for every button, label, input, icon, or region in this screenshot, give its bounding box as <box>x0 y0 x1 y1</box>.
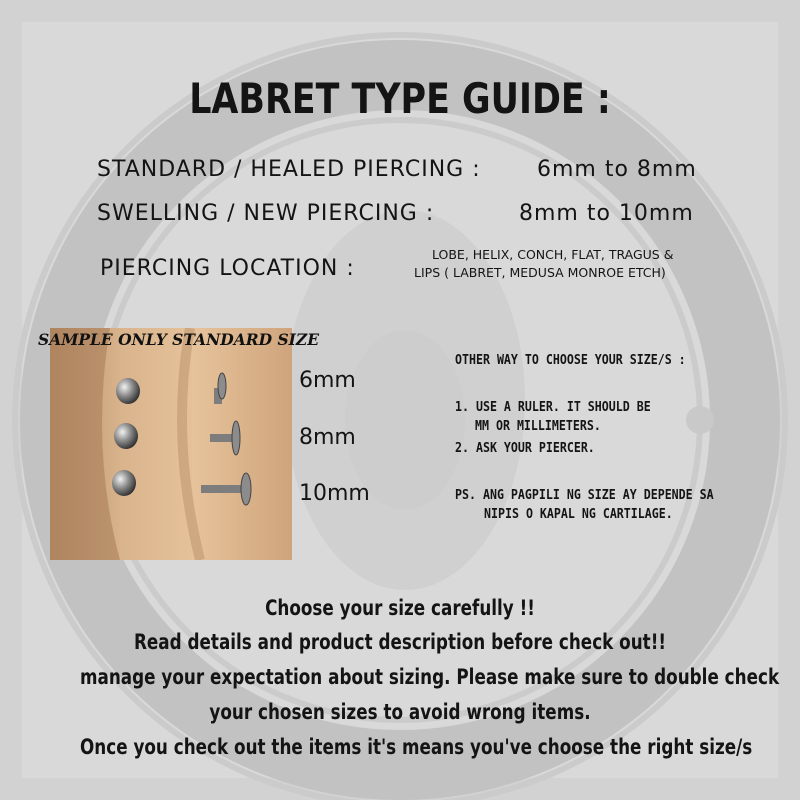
sample-caption: SAMPLE ONLY STANDARD SIZE <box>38 330 320 349</box>
standard-value: 6mm to 8mm <box>537 157 697 182</box>
footer-line-3: manage your expectation about sizing. Please make sure to double check <box>80 665 780 689</box>
swelling-label: SWELLING / NEW PIERCING : <box>97 201 435 226</box>
standard-label: STANDARD / HEALED PIERCING : <box>97 157 481 182</box>
sample-photo <box>50 328 292 560</box>
other-way-ps-line1: PS. ANG PAGPILI NG SIZE AY DEPENDE SA <box>455 487 714 503</box>
footer-line-2: Read details and product description before check out!! <box>133 630 667 654</box>
other-way-item1-line2: MM OR MILLIMETERS. <box>475 418 601 434</box>
location-detail-line1: LOBE, HELIX, CONCH, FLAT, TRAGUS & <box>432 247 674 262</box>
footer-line-5: Once you check out the items it's means you've choose the right size/s <box>80 735 753 759</box>
size-label-8mm: 8mm <box>299 425 356 450</box>
other-way-item2: 2. ASK YOUR PIERCER. <box>455 440 595 456</box>
other-way-heading: OTHER WAY TO CHOOSE YOUR SIZE/S : <box>455 352 686 368</box>
footer-line-1: Choose your size carefully !! <box>265 596 535 620</box>
other-way-item1-line1: 1. USE A RULER. IT SHOULD BE <box>455 399 651 415</box>
page-title: LABRET TYPE GUIDE : <box>189 74 611 123</box>
size-label-6mm: 6mm <box>299 368 356 393</box>
other-way-ps-line2: NIPIS O KAPAL NG CARTILAGE. <box>484 506 673 522</box>
footer-line-4: your chosen sizes to avoid wrong items. <box>209 700 591 724</box>
location-detail-line2: LIPS ( LABRET, MEDUSA MONROE ETCH) <box>414 265 666 280</box>
swelling-value: 8mm to 10mm <box>519 201 694 226</box>
size-label-10mm: 10mm <box>299 481 370 506</box>
location-label: PIERCING LOCATION : <box>100 256 355 281</box>
labret-sample-image <box>50 328 292 560</box>
